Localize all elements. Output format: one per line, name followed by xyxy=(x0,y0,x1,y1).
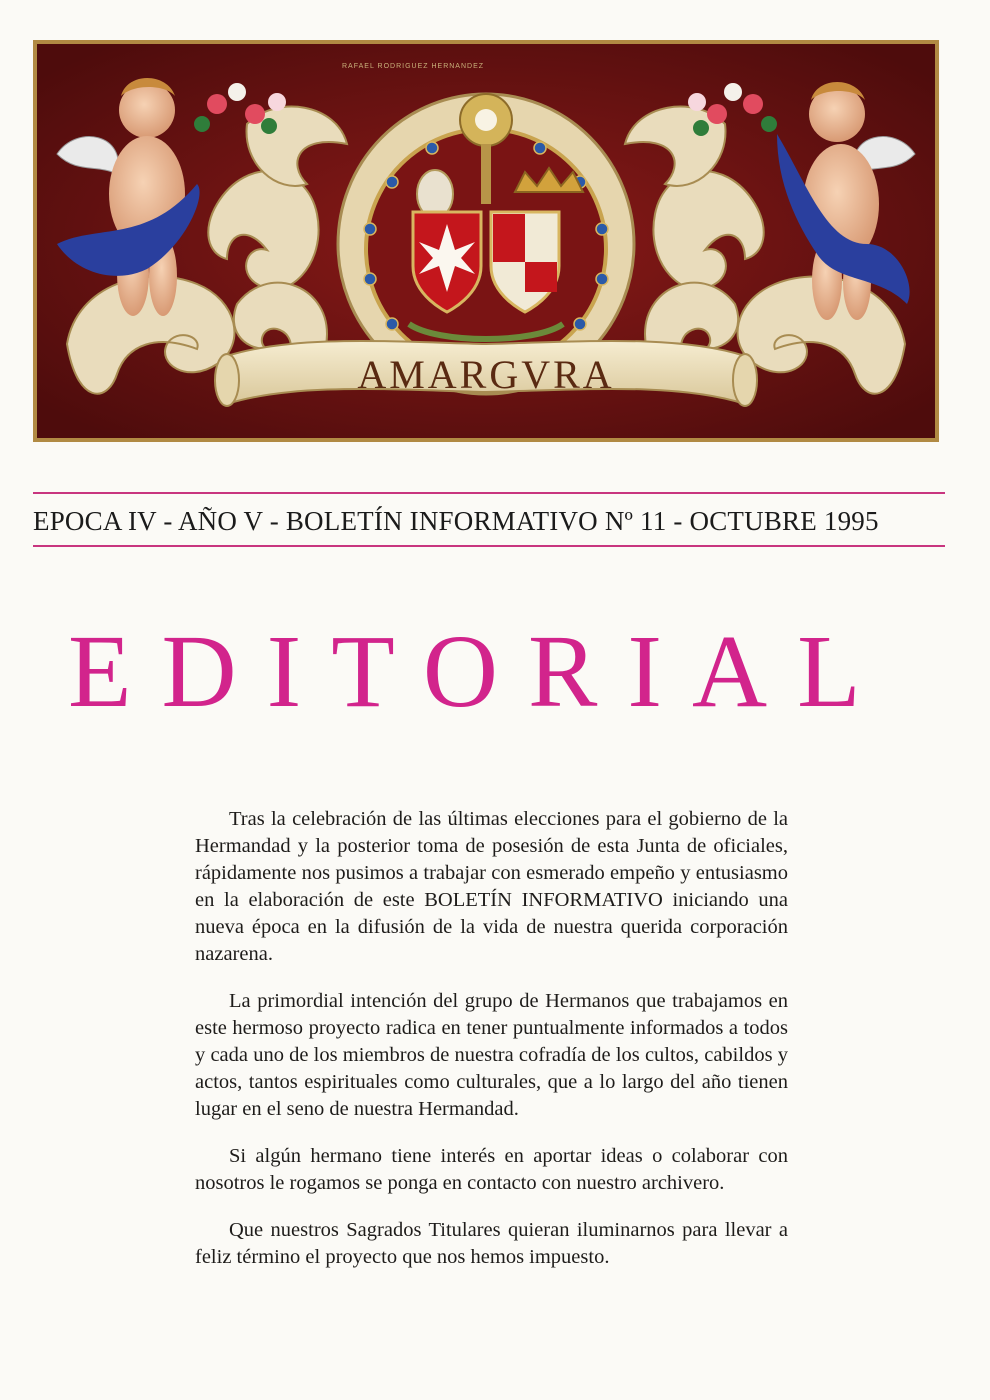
editorial-paragraph-3: Si algún hermano tiene interés en aportar ideas o colaborar con nosotros le rogamos se ponga en contacto con nuestro archivero. xyxy=(195,1145,788,1194)
bulletin-masthead: EPOCA IV - AÑO V - BOLETÍN INFORMATIVO Nº 11 - OCTUBRE 1995 xyxy=(33,506,879,536)
editorial-paragraph-2: La primordial intención del grupo de Hermanos que trabajamos en este hermoso proyecto radica en tener puntualmente informados a todos y cada uno de los miembros de nuestra cofradía de los cultos, cabildos y actos, tantos espirituales como culturales, que a lo largo del año tienen lugar en el seno de nuestra Hermandad. xyxy=(195,990,788,1120)
editorial-body xyxy=(195,806,788,1291)
editorial-paragraph-4: Que nuestros Sagrados Titulares quieran iluminarnos para llevar a feliz término el proyecto que nos hemos impuesto. xyxy=(195,1219,788,1268)
editorial-paragraph-1: Tras la celebración de las últimas elecciones para el gobierno de la Hermandad y la posterior toma de posesión de esta Junta de oficiales, rápidamente nos pusimos a trabajar con esmerado empeño y entusiasmo en la elaboración de este BOLETÍN INFORMATIVO iniciando una nueva época en la difusión de la vida de nuestra querida corporación nazarena. xyxy=(195,808,788,965)
editorial-heading: EDITORIAL xyxy=(68,614,891,729)
banner-motto: AMARGVRA xyxy=(357,352,615,397)
masthead-top-rule xyxy=(33,492,945,494)
artist-signature: RAFAEL RODRIGUEZ HERNANDEZ xyxy=(342,63,485,70)
banner-illustration xyxy=(37,44,935,438)
header-banner-artwork xyxy=(33,40,939,442)
masthead-bottom-rule xyxy=(33,545,945,547)
